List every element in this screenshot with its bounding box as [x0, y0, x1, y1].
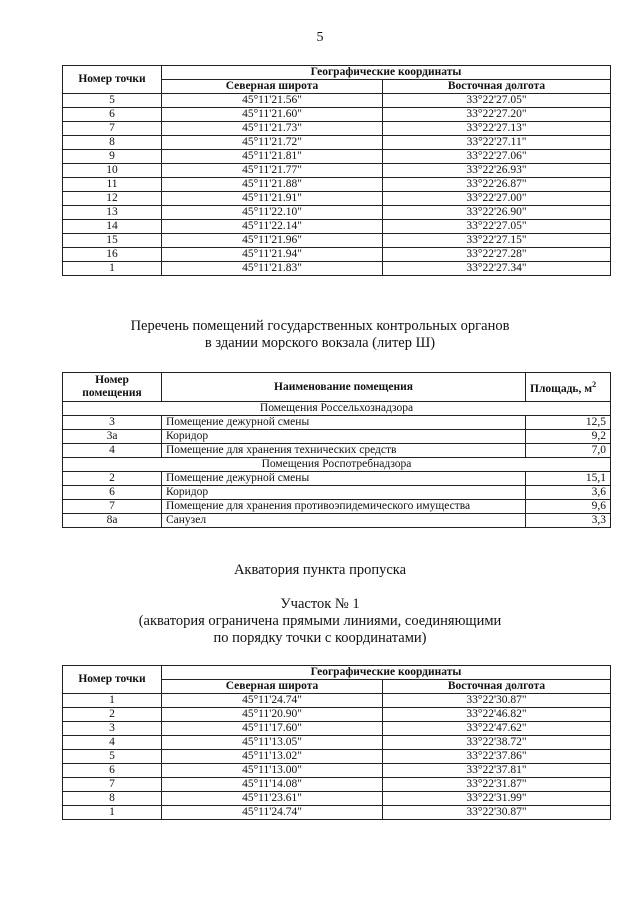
latitude-cell: 45°11'24.74" [162, 694, 383, 708]
room-number-cell: 2 [63, 472, 162, 486]
header-room-name: Наименование помещения [162, 373, 526, 402]
table-row [63, 792, 611, 806]
latitude-cell: 45°11'21.83" [162, 262, 383, 276]
table-row [63, 500, 611, 514]
latitude-cell: 45°11'14.08" [162, 778, 383, 792]
rooms-table-body [63, 402, 611, 528]
table-row [63, 234, 611, 248]
rooms-heading [0, 318, 640, 352]
table-row [63, 472, 611, 486]
latitude-cell: 45°11'21.73" [162, 122, 383, 136]
latitude-cell: 45°11'21.81" [162, 150, 383, 164]
coordinates-table-2 [62, 665, 611, 820]
table-row [63, 444, 611, 458]
point-number-cell: 7 [63, 122, 162, 136]
latitude-cell: 45°11'21.91" [162, 192, 383, 206]
latitude-cell: 45°11'21.94" [162, 248, 383, 262]
header-north-latitude: Северная широта [162, 680, 383, 694]
longitude-cell: 33°22'27.28" [383, 248, 611, 262]
point-number-cell: 1 [63, 806, 162, 820]
table-row [63, 192, 611, 206]
longitude-cell: 33°22'27.05" [383, 94, 611, 108]
table-row [63, 136, 611, 150]
section-description-line-2: по порядку точки с координатами) [213, 630, 427, 646]
table-row [63, 262, 611, 276]
table-row [63, 108, 611, 122]
header-room-area [526, 373, 611, 402]
point-number-cell: 7 [63, 778, 162, 792]
longitude-cell: 33°22'27.06" [383, 150, 611, 164]
room-number-cell: 6 [63, 486, 162, 500]
room-name-cell: Помещение дежурной смены [162, 472, 526, 486]
table-row [63, 150, 611, 164]
header-point-number: Номер точки [63, 666, 162, 694]
header-point-number: Номер точки [63, 66, 162, 94]
latitude-cell: 45°11'13.02" [162, 750, 383, 764]
rooms-table [62, 372, 611, 528]
section-title: Участок № 1 [280, 596, 360, 612]
table-row [63, 486, 611, 500]
header-room-area-label: Площадь, м [530, 382, 593, 395]
table-row [63, 708, 611, 722]
room-name-cell: Помещение для хранения технических средств [162, 444, 526, 458]
point-number-cell: 13 [63, 206, 162, 220]
table-row [63, 94, 611, 108]
section-description [0, 613, 640, 647]
aquatory-title: Акватория пункта пропуска [233, 562, 407, 578]
table-row [63, 736, 611, 750]
room-area-cell: 12,5 [526, 416, 611, 430]
latitude-cell: 45°11'22.14" [162, 220, 383, 234]
point-number-cell: 8 [63, 136, 162, 150]
table-row [63, 722, 611, 736]
table-row [63, 416, 611, 430]
page-number: 5 [316, 30, 324, 45]
latitude-cell: 45°11'13.05" [162, 736, 383, 750]
longitude-cell: 33°22'27.11" [383, 136, 611, 150]
point-number-cell: 8 [63, 792, 162, 806]
point-number-cell: 3 [63, 722, 162, 736]
section-row [63, 402, 611, 416]
point-number-cell: 15 [63, 234, 162, 248]
longitude-cell: 33°22'47.62" [383, 722, 611, 736]
header-east-longitude: Восточная долгота [383, 80, 611, 94]
point-number-cell: 4 [63, 736, 162, 750]
coordinates-table-1-body [63, 94, 611, 276]
header-room-number [63, 373, 162, 402]
point-number-cell: 6 [63, 108, 162, 122]
longitude-cell: 33°22'46.82" [383, 708, 611, 722]
table-row [63, 778, 611, 792]
latitude-cell: 45°11'23.61" [162, 792, 383, 806]
longitude-cell: 33°22'30.87" [383, 694, 611, 708]
longitude-cell: 33°22'37.81" [383, 764, 611, 778]
point-number-cell: 12 [63, 192, 162, 206]
room-number-cell: 4 [63, 444, 162, 458]
point-number-cell: 6 [63, 764, 162, 778]
table-row [63, 694, 611, 708]
point-number-cell: 5 [63, 750, 162, 764]
table-row [63, 764, 611, 778]
latitude-cell: 45°11'13.00" [162, 764, 383, 778]
latitude-cell: 45°11'21.56" [162, 94, 383, 108]
room-name-cell: Коридор [162, 486, 526, 500]
longitude-cell: 33°22'27.34" [383, 262, 611, 276]
point-number-cell: 1 [63, 262, 162, 276]
longitude-cell: 33°22'26.93" [383, 164, 611, 178]
coordinates-table-2-body [63, 694, 611, 820]
point-number-cell: 9 [63, 150, 162, 164]
header-north-latitude: Северная широта [162, 80, 383, 94]
latitude-cell: 45°11'22.10" [162, 206, 383, 220]
room-number-cell: 7 [63, 500, 162, 514]
longitude-cell: 33°22'27.00" [383, 192, 611, 206]
latitude-cell: 45°11'21.77" [162, 164, 383, 178]
table-row [63, 220, 611, 234]
room-name-cell: Санузел [162, 514, 526, 528]
rooms-heading-line-1: Перечень помещений государственных контрольных органов [130, 318, 510, 334]
section-title-cell: Помещения Россельхознадзора [63, 402, 611, 416]
section-description-line-1: (акватория ограничена прямыми линиями, соединяющими [138, 613, 502, 629]
latitude-cell: 45°11'17.60" [162, 722, 383, 736]
room-area-cell: 3,6 [526, 486, 611, 500]
point-number-cell: 16 [63, 248, 162, 262]
longitude-cell: 33°22'27.05" [383, 220, 611, 234]
room-area-cell: 7,0 [526, 444, 611, 458]
table-row [63, 178, 611, 192]
latitude-cell: 45°11'21.96" [162, 234, 383, 248]
longitude-cell: 33°22'31.99" [383, 792, 611, 806]
coordinates-table-1 [62, 65, 611, 276]
table-row [63, 430, 611, 444]
longitude-cell: 33°22'27.15" [383, 234, 611, 248]
longitude-cell: 33°22'27.20" [383, 108, 611, 122]
point-number-cell: 5 [63, 94, 162, 108]
room-name-cell: Помещение для хранения противоэпидемического имущества [162, 500, 526, 514]
point-number-cell: 10 [63, 164, 162, 178]
longitude-cell: 33°22'26.90" [383, 206, 611, 220]
header-room-number-line-1: Номер [95, 374, 129, 386]
room-number-cell: 8а [63, 514, 162, 528]
longitude-cell: 33°22'26.87" [383, 178, 611, 192]
longitude-cell: 33°22'31.87" [383, 778, 611, 792]
header-geo-coordinates: Географические координаты [162, 666, 611, 680]
table-row [63, 248, 611, 262]
header-east-longitude: Восточная долгота [383, 680, 611, 694]
section-title-cell: Помещения Роспотребнадзора [63, 458, 611, 472]
room-name-cell: Помещение дежурной смены [162, 416, 526, 430]
longitude-cell: 33°22'38.72" [383, 736, 611, 750]
table-row [63, 806, 611, 820]
room-name-cell: Коридор [162, 430, 526, 444]
rooms-heading-line-2: в здании морского вокзала (литер Ш) [204, 335, 436, 351]
longitude-cell: 33°22'30.87" [383, 806, 611, 820]
room-area-cell: 9,6 [526, 500, 611, 514]
room-area-cell: 15,1 [526, 472, 611, 486]
header-room-number-line-2: помещения [82, 387, 142, 399]
room-area-cell: 9,2 [526, 430, 611, 444]
room-area-cell: 3,3 [526, 514, 611, 528]
longitude-cell: 33°22'37.86" [383, 750, 611, 764]
header-room-area-sup: 2 [592, 380, 597, 390]
section-row [63, 458, 611, 472]
table-row [63, 206, 611, 220]
latitude-cell: 45°11'20.90" [162, 708, 383, 722]
latitude-cell: 45°11'21.88" [162, 178, 383, 192]
room-number-cell: 3 [63, 416, 162, 430]
room-number-cell: 3а [63, 430, 162, 444]
point-number-cell: 2 [63, 708, 162, 722]
table-row [63, 750, 611, 764]
longitude-cell: 33°22'27.13" [383, 122, 611, 136]
latitude-cell: 45°11'24.74" [162, 806, 383, 820]
table-row [63, 122, 611, 136]
latitude-cell: 45°11'21.72" [162, 136, 383, 150]
table-row [63, 514, 611, 528]
latitude-cell: 45°11'21.60" [162, 108, 383, 122]
table-row [63, 164, 611, 178]
point-number-cell: 11 [63, 178, 162, 192]
header-geo-coordinates: Географические координаты [162, 66, 611, 80]
point-number-cell: 14 [63, 220, 162, 234]
point-number-cell: 1 [63, 694, 162, 708]
